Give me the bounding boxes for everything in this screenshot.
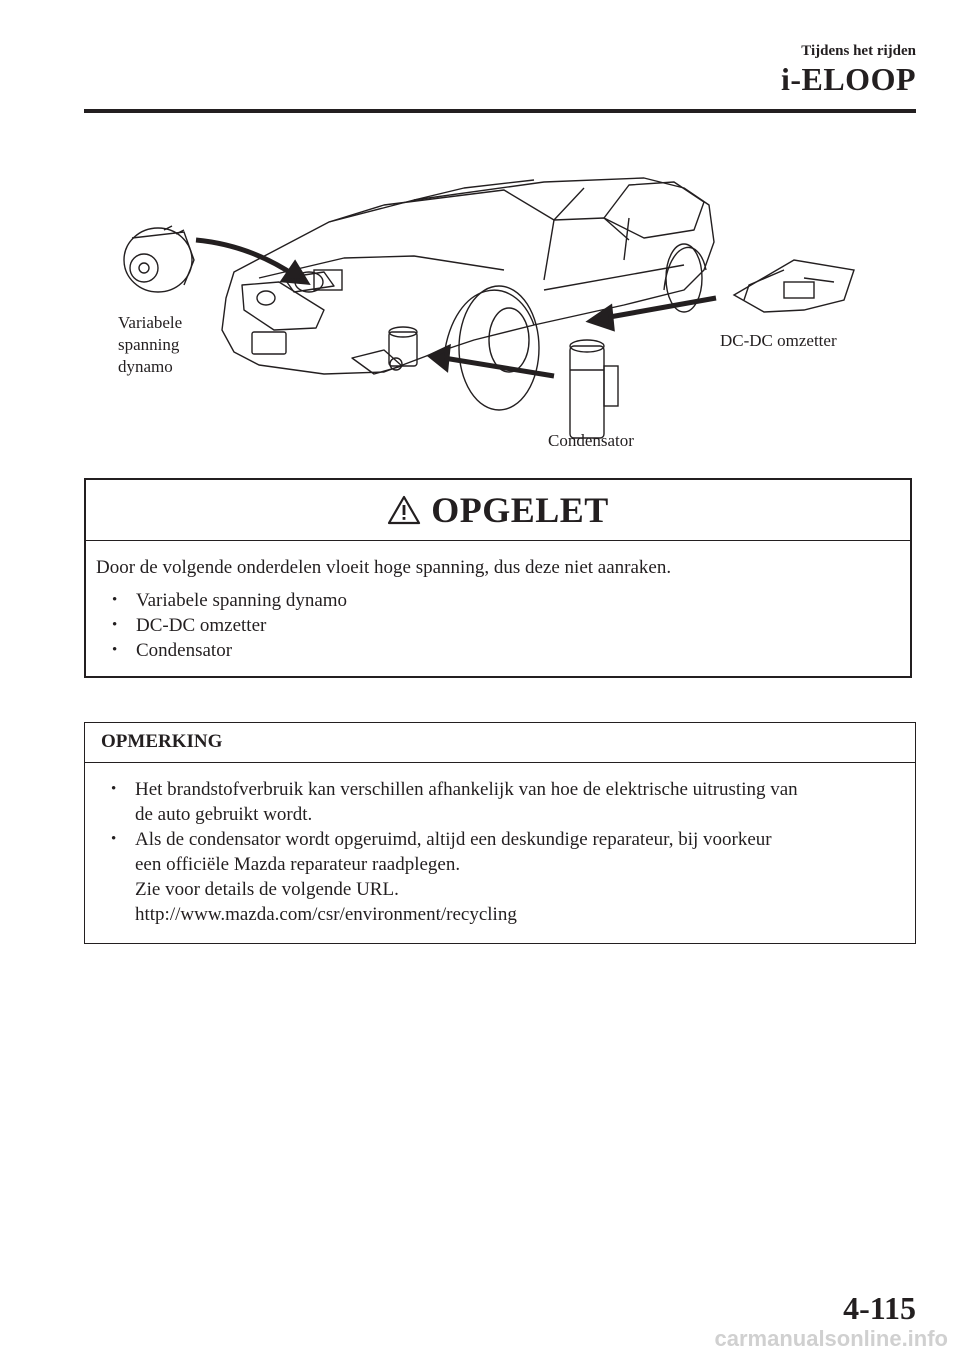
- section-title: i-ELOOP: [780, 61, 916, 97]
- dcdc-graphic: [734, 260, 854, 312]
- note-list: [95, 777, 905, 927]
- note-body: [85, 763, 915, 927]
- callout-condensator: Condensator: [548, 431, 634, 450]
- caution-header: [86, 480, 910, 541]
- note-line: een officiële Mazda reparateur raadplegen.: [135, 854, 461, 875]
- car-illustration: [84, 160, 916, 460]
- caution-title: OPGELET: [431, 490, 609, 530]
- note-line: • Het brandstofverbruik kan verschillen afhankelijk van hoe de elektrische uitrusting van: [135, 779, 798, 800]
- note-line: de auto gebruikt wordt.: [135, 804, 313, 825]
- warning-triangle-icon: [387, 495, 421, 525]
- callout-dynamo-line: Variabele: [118, 313, 183, 332]
- caution-intro: Door de volgende onderdelen vloeit hoge spanning, dus deze niet aanraken.: [96, 557, 672, 578]
- note-item: [111, 827, 905, 927]
- caution-list: [96, 588, 900, 663]
- caution-item: • Condensator: [112, 638, 900, 663]
- caution-box: [84, 478, 912, 678]
- note-box: [84, 722, 916, 944]
- capacitor-graphic: [570, 340, 618, 438]
- note-url[interactable]: http://www.mazda.com/csr/environment/recycling: [135, 904, 517, 925]
- car-diagram: [84, 160, 916, 460]
- note-header: OPMERKING: [85, 723, 915, 763]
- caution-item: • Variabele spanning dynamo: [112, 588, 900, 613]
- page-header: [781, 42, 916, 96]
- callout-dcdc: DC-DC omzetter: [720, 331, 837, 350]
- callout-dynamo: [118, 312, 182, 378]
- section-label: Tijdens het rijden: [801, 43, 916, 59]
- note-line: Zie voor details de volgende URL.: [135, 879, 399, 900]
- watermark-logo: [618, 1326, 948, 1352]
- callout-dynamo-line: spanning: [118, 335, 180, 354]
- header-rule: [84, 109, 916, 113]
- note-line: • Als de condensator wordt opgeruimd, altijd een deskundige reparateur, bij voorkeur: [135, 829, 772, 850]
- svg-text:carmanualsonline.info: carmanualsonline.info: [714, 1326, 948, 1351]
- caution-body: [86, 541, 910, 663]
- alternator-graphic: [124, 226, 194, 292]
- page-number: 4-115: [843, 1290, 916, 1326]
- callout-dynamo-line: dynamo: [118, 357, 173, 376]
- note-item: [111, 777, 905, 827]
- caution-item: • DC-DC omzetter: [112, 613, 900, 638]
